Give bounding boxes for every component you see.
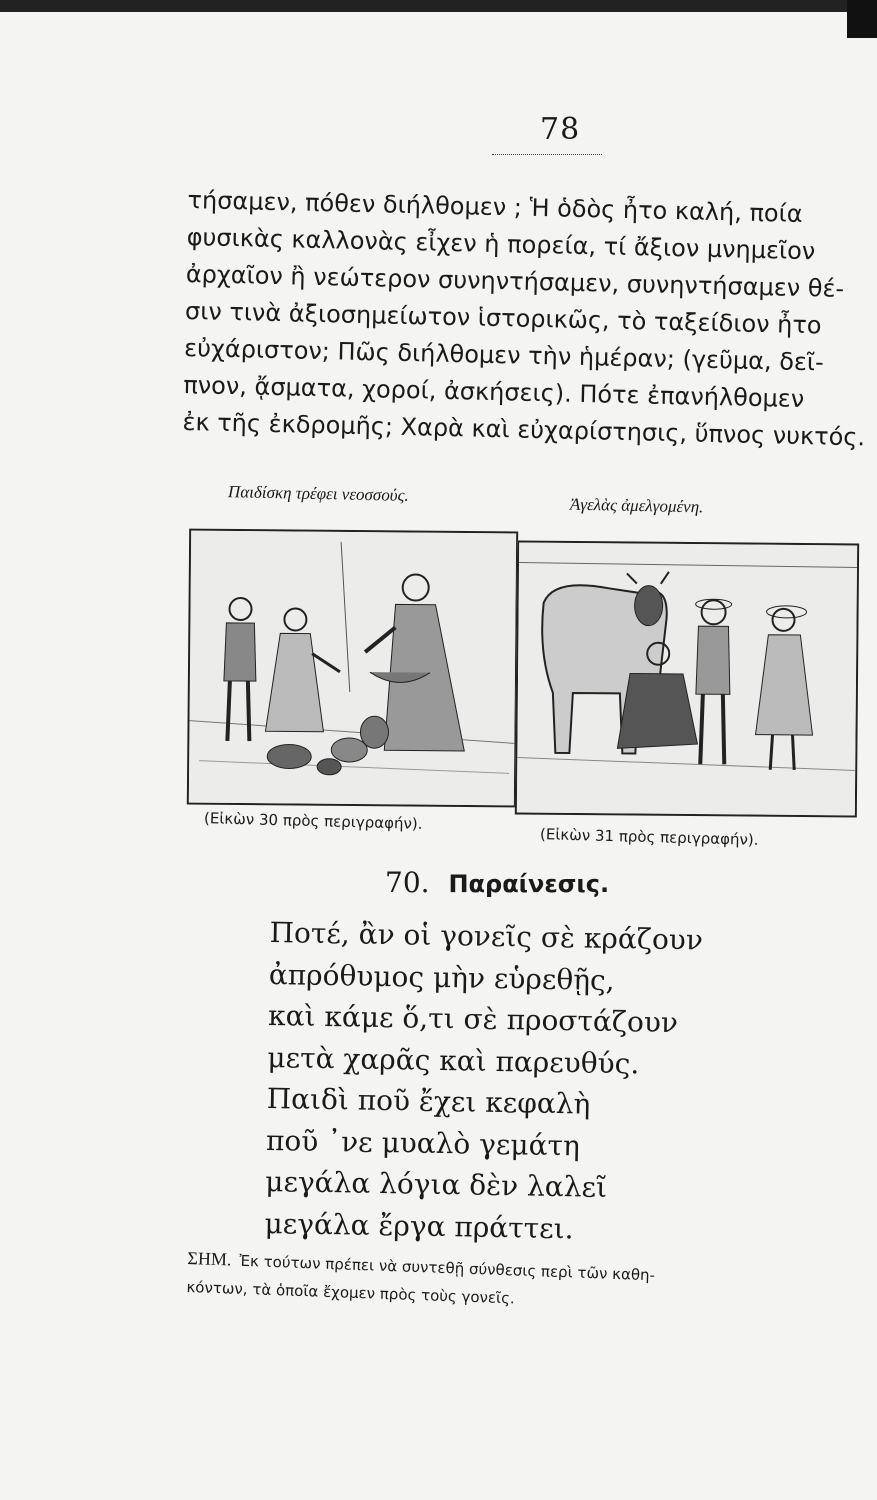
figure-title-right: Ἀγελὰς ἀμελγομένη.	[569, 494, 704, 517]
scan-top-edge	[0, 0, 877, 12]
footnote	[186, 1244, 868, 1325]
page-number-rule	[492, 154, 602, 155]
body-paragraph	[182, 182, 877, 457]
poem	[264, 912, 703, 1252]
body-line: εὐχάριστον; Πῶς διήλθομεν τὴν ἡμέραν; (γεῦμα, δεῖ-	[183, 333, 825, 377]
poem-line: ἀπρόθυμος μὴν εὑρεθῇς,	[268, 957, 615, 997]
section-title: Παραίνεσις.	[448, 870, 610, 898]
poem-line: ποῦ ᾽νε μυαλὸ γεμάτη	[265, 1123, 581, 1162]
footnote-text-1: Ἐκ τούτων πρέπει νὰ συντεθῇ σύνθεσις περὶ τῶν καθη-	[239, 1251, 656, 1285]
poem-line: μεγάλα λόγια δὲν λαλεῖ	[265, 1164, 608, 1204]
illustration-cow-milking	[515, 541, 859, 818]
poem-line: Ποτέ, ἂν οἱ γονεῖς σὲ κράζουν	[269, 915, 704, 957]
figure-caption-left: (Εἰκὼν 30 πρὸς περιγραφήν).	[203, 809, 423, 833]
illustration-girl-feeding-chicks	[187, 529, 518, 808]
body-line: ἐκ τῆς ἐκδρομῆς; Χαρὰ καὶ εὐχαρίστησις, ὕπνος νυκτός.	[182, 407, 866, 452]
illustration-cow-milking-drawing	[517, 543, 857, 816]
footnote-label: ΣΗΜ.	[187, 1247, 232, 1270]
body-line: ἀρχαῖον ἢ νεώτερον συνηντήσαμεν, συνηντήσαμεν θέ-	[185, 259, 845, 303]
poem-line: μεγάλα ἔργα πράττει.	[264, 1206, 574, 1245]
body-line: τήσαμεν, πόθεν διήλθομεν ; Ἡ ὁδὸς ἦτο καλή, ποία	[187, 185, 803, 228]
body-line: πνον, ᾄσματα, χοροί, ἀσκήσεις). Πότε ἐπανήλθομεν	[183, 370, 805, 414]
scan-corner-mark	[847, 0, 877, 38]
footnote-line-2: κόντων, τὰ ὁποῖα ἔχομεν πρὸς τοὺς γονεῖς.	[186, 1277, 516, 1308]
body-line: σιν τινὰ ἀξιοσημείωτον ἱστορικῶς, τὸ ταξείδιον ἦτο	[184, 296, 822, 340]
section-heading	[385, 866, 609, 899]
figure-title-left: Παιδίσκη τρέφει νεοσσούς.	[227, 482, 409, 505]
poem-line: καὶ κάμε ὅ,τι σὲ προστάζουν	[267, 998, 679, 1040]
poem-line: μετὰ χαρᾶς καὶ παρευθύς.	[267, 1040, 640, 1080]
section-number: 70.	[385, 866, 430, 899]
figure-caption-right: (Εἰκὼν 31 πρὸς περιγραφήν).	[539, 825, 759, 849]
page-number: 78	[540, 112, 581, 147]
body-line: φυσικὰς καλλονὰς εἶχεν ἡ πορεία, τί ἄξιον μνημεῖον	[186, 222, 816, 266]
poem-line: Παιδὶ ποῦ ἔχει κεφαλὴ	[266, 1081, 591, 1121]
illustration-girl-feeding-chicks-drawing	[189, 531, 516, 806]
